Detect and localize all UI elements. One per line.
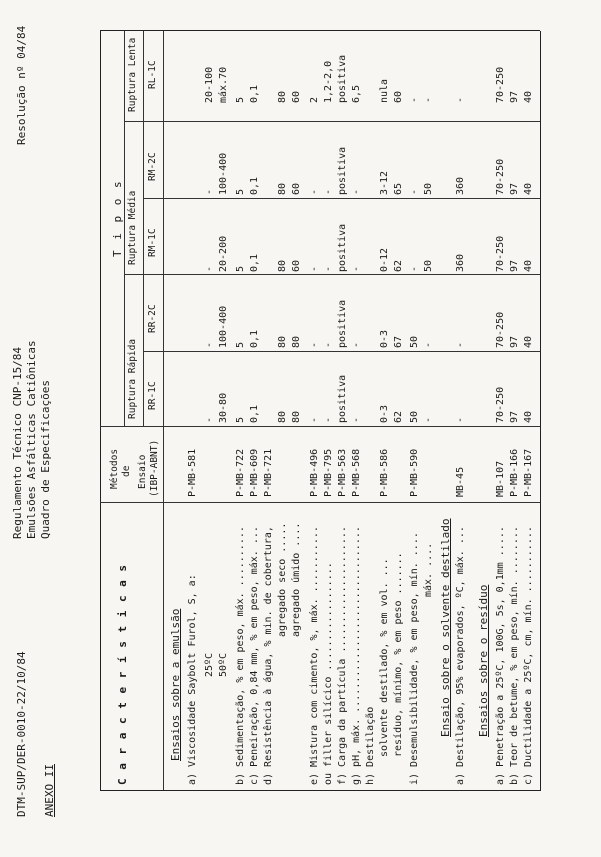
row-method: P-MB-581 bbox=[187, 448, 198, 497]
row-label: resíduo, mínimo, % em peso ....... bbox=[393, 552, 404, 757]
resolution-number: Resolução nº 04/84 bbox=[15, 25, 28, 145]
row-value: - bbox=[351, 265, 362, 272]
row-value: 65 bbox=[393, 182, 404, 195]
row-value: 30-80 bbox=[218, 392, 229, 423]
row-value: 60 bbox=[393, 90, 404, 103]
row-value: 70-250 bbox=[495, 311, 506, 348]
row-value: 2 bbox=[309, 96, 320, 103]
row-value: - bbox=[323, 416, 334, 423]
row-label: g) pH, máx. ............................... bbox=[351, 526, 362, 785]
row-value: - bbox=[323, 188, 334, 195]
row-value: 40 bbox=[523, 259, 534, 272]
row-value: 97 bbox=[509, 182, 520, 195]
row-value: 97 bbox=[509, 410, 520, 423]
row-method: MB-107 bbox=[495, 460, 506, 497]
row-value: 70-250 bbox=[495, 66, 506, 103]
row-value: - bbox=[323, 341, 334, 348]
row-label: i) Desemulsibilidade, % em peso, mín. .... bbox=[409, 532, 420, 785]
table-left-border bbox=[100, 790, 540, 791]
row-value: 80 bbox=[277, 182, 288, 195]
col-rm2c-rl1c bbox=[124, 121, 540, 122]
row-value: 40 bbox=[523, 182, 534, 195]
row-value: 5 bbox=[235, 188, 246, 195]
row-value: 60 bbox=[291, 90, 302, 103]
row-value: 62 bbox=[393, 259, 404, 272]
row-value: 60 bbox=[291, 182, 302, 195]
row-value: 97 bbox=[509, 90, 520, 103]
row-label: máx. .... bbox=[423, 542, 434, 597]
row-value: - bbox=[204, 416, 215, 423]
row-value: 0-3 bbox=[379, 329, 390, 348]
type-rl-1c: RL-1C bbox=[147, 60, 158, 89]
row-value: 80 bbox=[291, 335, 302, 348]
row-value: - bbox=[423, 96, 434, 103]
tipos-header: T i p o s bbox=[111, 179, 124, 257]
row-value: - bbox=[351, 188, 362, 195]
row-value: - bbox=[309, 188, 320, 195]
row-value: 100-400 bbox=[218, 305, 229, 348]
row-value: positiva bbox=[337, 374, 348, 423]
group-ruptura-rapida: Ruptura Rápida bbox=[127, 338, 138, 419]
row-value: 100-400 bbox=[218, 152, 229, 195]
types-left-border bbox=[100, 426, 540, 427]
row-value: 40 bbox=[523, 335, 534, 348]
row-value: 70-250 bbox=[495, 386, 506, 423]
type-rr-1c: RR-1C bbox=[147, 381, 158, 410]
row-value: positiva bbox=[337, 299, 348, 348]
row-value: 97 bbox=[509, 259, 520, 272]
row-method: P-MB-795 bbox=[323, 448, 334, 497]
row-value: 62 bbox=[393, 410, 404, 423]
row-label: b) Sedimentação, % em peso, máx. .......... bbox=[235, 526, 246, 785]
row-value: 80 bbox=[277, 410, 288, 423]
annex-label: ANEXO II bbox=[43, 764, 56, 817]
row-value: 0,1 bbox=[249, 176, 260, 195]
row-method: P-MB-166 bbox=[509, 448, 520, 497]
row-value: - bbox=[309, 341, 320, 348]
row-label: a) Viscosidade Saybolt Furol, S, a: bbox=[187, 574, 198, 785]
row-label: e) Mistura com cimento, %, máx. ........... bbox=[309, 526, 320, 785]
title-line-1: Regulamento Técnico CNP-15/84 bbox=[11, 346, 24, 539]
row-label: c) Ductilidade a 25ºC, cm, mín. ........... bbox=[523, 526, 534, 785]
row-value: 80 bbox=[277, 259, 288, 272]
type-rr-2c: RR-2C bbox=[147, 304, 158, 333]
row-value: 70-250 bbox=[495, 158, 506, 195]
row-value: 0,1 bbox=[249, 329, 260, 348]
row-method: P-MB-590 bbox=[409, 448, 420, 497]
methods-header-1: Métodos bbox=[109, 448, 120, 489]
row-value: positiva bbox=[337, 146, 348, 195]
type-rm-1c: RM-1C bbox=[147, 228, 158, 257]
section-residue: Ensaios sobre o resíduo bbox=[477, 584, 490, 737]
row-value: positiva bbox=[337, 223, 348, 272]
row-label: solvente destilado, % em vol. ... bbox=[379, 558, 390, 757]
row-method: P-MB-167 bbox=[523, 448, 534, 497]
row-value: - bbox=[409, 188, 420, 195]
title-line-3: Quadro de Especificações bbox=[39, 380, 52, 539]
row-value: - bbox=[455, 341, 466, 348]
row-value: 0-12 bbox=[379, 247, 390, 272]
col-rr1c-rr2c bbox=[143, 351, 540, 352]
row-value: - bbox=[309, 265, 320, 272]
characteristics-header: C a r a c t e r í s t i c a s bbox=[116, 563, 129, 785]
row-value: - bbox=[204, 341, 215, 348]
section-solvent: Ensaio sobre o solvente destilado bbox=[439, 518, 452, 737]
col-rm1c-rm2c bbox=[143, 198, 540, 199]
row-value: - bbox=[455, 416, 466, 423]
row-label: ou filler silícico .................. bbox=[323, 562, 334, 785]
row-value: 360 bbox=[455, 253, 466, 272]
group-ruptura-lenta: Ruptura Lenta bbox=[127, 37, 138, 112]
row-value: 5 bbox=[235, 96, 246, 103]
row-method: P-MB-586 bbox=[379, 448, 390, 497]
row-value: - bbox=[351, 416, 362, 423]
row-value: - bbox=[409, 265, 420, 272]
row-value: 20-100 bbox=[204, 66, 215, 103]
row-value: 80 bbox=[277, 335, 288, 348]
row-value: 80 bbox=[291, 410, 302, 423]
row-value: 97 bbox=[509, 335, 520, 348]
header-bottom-border bbox=[163, 31, 164, 791]
row-label: agregado úmido .... bbox=[291, 522, 302, 637]
row-label: d) Resistência à água, % min. de cobertura, bbox=[263, 526, 274, 785]
row-method: MB-45 bbox=[455, 466, 466, 497]
group-ruptura-media: Ruptura Média bbox=[127, 190, 138, 265]
row-label: h) Destilação bbox=[365, 706, 376, 785]
row-value: 50 bbox=[423, 182, 434, 195]
row-value: 50 bbox=[409, 335, 420, 348]
row-value: 5 bbox=[235, 341, 246, 348]
row-value: - bbox=[351, 341, 362, 348]
col-rr2c-rm1c bbox=[124, 274, 540, 275]
row-value: 5 bbox=[235, 416, 246, 423]
row-value: máx.70 bbox=[218, 66, 229, 103]
tipos-divider bbox=[124, 31, 125, 427]
row-method: P-MB-568 bbox=[351, 448, 362, 497]
row-value: - bbox=[204, 265, 215, 272]
row-value: 67 bbox=[393, 335, 404, 348]
row-value: nula bbox=[379, 78, 390, 103]
row-value: 40 bbox=[523, 90, 534, 103]
row-value: 3-12 bbox=[379, 170, 390, 195]
row-value: - bbox=[423, 416, 434, 423]
row-value: - bbox=[455, 96, 466, 103]
row-label: a) Destilação, 95% evaporados, ºC, máx. ... bbox=[455, 526, 466, 785]
row-value: 50 bbox=[423, 259, 434, 272]
title-line-2: Emulsões Asfálticas Catiônicas bbox=[25, 340, 38, 539]
row-method: P-MB-563 bbox=[337, 448, 348, 497]
methods-left-border bbox=[100, 502, 540, 503]
row-value: 0,1 bbox=[249, 253, 260, 272]
row-value: 50 bbox=[409, 410, 420, 423]
row-value: 6,5 bbox=[351, 84, 362, 103]
type-rm-2c: RM-2C bbox=[147, 152, 158, 181]
methods-header-3: Ensaio bbox=[137, 454, 148, 489]
row-label: 25ºC bbox=[204, 652, 215, 677]
row-label: b) Teor de betume, % em peso, mín. ........ bbox=[509, 526, 520, 785]
row-value: 70-250 bbox=[495, 235, 506, 272]
row-label: a) Penetração a 25ºC, 100G, 5s, 0,1mm ..... bbox=[495, 526, 506, 785]
row-value: 5 bbox=[235, 265, 246, 272]
row-value: 1,2-2,0 bbox=[323, 60, 334, 103]
table-top-border bbox=[100, 31, 101, 791]
methods-header-2: de bbox=[121, 465, 132, 477]
table-right-border bbox=[100, 30, 540, 31]
row-value: - bbox=[204, 188, 215, 195]
row-label: agregado seco ..... bbox=[277, 522, 288, 637]
row-method: P-MB-721 bbox=[263, 448, 274, 497]
doc-code: DTM-SUP/DER-0010-22/10/84 bbox=[15, 651, 28, 817]
section-emulsion: Ensaios sobre a emulsão bbox=[169, 608, 182, 761]
row-value: - bbox=[323, 265, 334, 272]
table-bottom-border bbox=[540, 31, 541, 791]
methods-header-4: (IBP-ABNT) bbox=[149, 439, 160, 497]
row-value: - bbox=[423, 341, 434, 348]
row-method: P-MB-496 bbox=[309, 448, 320, 497]
row-value: 80 bbox=[277, 90, 288, 103]
row-value: 0,1 bbox=[249, 404, 260, 423]
row-label: c) Peneiração, 0,84 mm, % em peso, máx. ... bbox=[249, 526, 260, 785]
row-value: 360 bbox=[455, 176, 466, 195]
group-divider bbox=[143, 31, 144, 427]
row-label: 50ºC bbox=[218, 652, 229, 677]
row-method: P-MB-722 bbox=[235, 448, 246, 497]
row-value: 20-200 bbox=[218, 235, 229, 272]
row-value: 0,1 bbox=[249, 84, 260, 103]
row-value: 40 bbox=[523, 410, 534, 423]
row-value: - bbox=[309, 416, 320, 423]
row-label: f) Carga da partícula ..................... bbox=[337, 526, 348, 785]
row-value: 60 bbox=[291, 259, 302, 272]
row-method: P-MB-609 bbox=[249, 448, 260, 497]
row-value: - bbox=[409, 96, 420, 103]
row-value: positiva bbox=[337, 54, 348, 103]
row-value: 0-3 bbox=[379, 404, 390, 423]
